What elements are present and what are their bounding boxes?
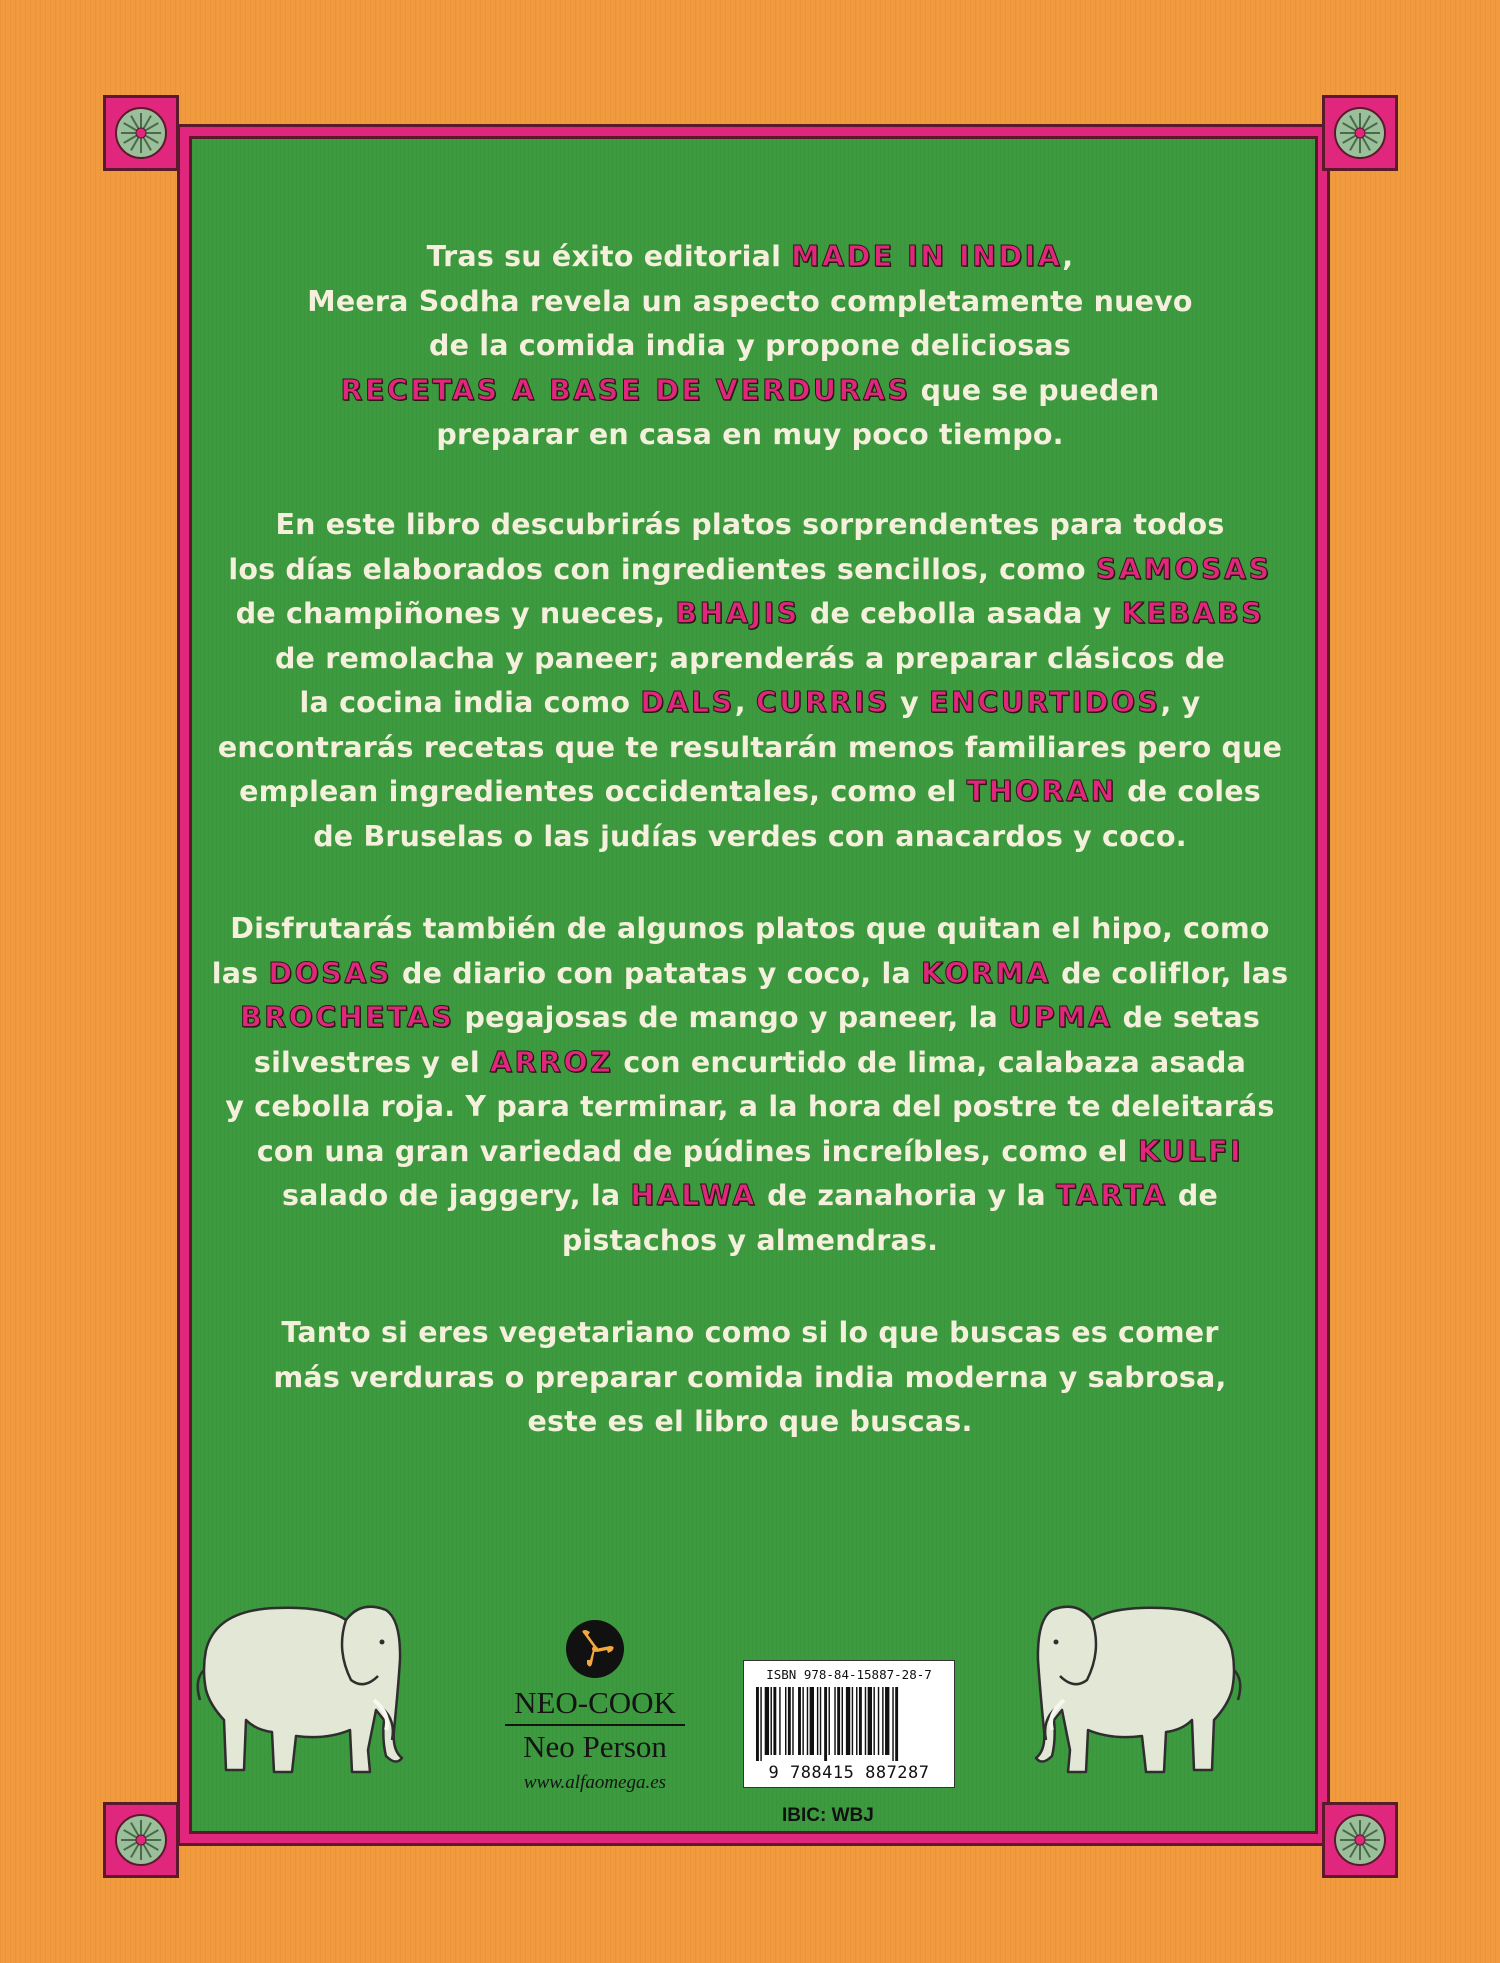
text-segment: con encurtido de lima, calabaza asada <box>613 1045 1247 1079</box>
highlighted-keyword: SAMOSAS <box>1095 552 1272 586</box>
text-line <box>185 952 1315 997</box>
rosette-icon <box>1334 1814 1386 1866</box>
text-segment: pistachos y almendras. <box>561 1223 939 1257</box>
text-line <box>185 1311 1315 1356</box>
text-line <box>185 637 1315 682</box>
text-line <box>185 413 1315 458</box>
text-line <box>185 1400 1315 1445</box>
text-line <box>185 280 1315 325</box>
highlighted-keyword: KORMA <box>921 956 1051 990</box>
text-line <box>185 235 1315 280</box>
text-line <box>185 726 1315 771</box>
triskelion-logo-icon <box>566 1620 624 1678</box>
corner-ornament <box>103 95 179 171</box>
text-segment: y <box>889 686 929 719</box>
text-segment: Tanto si eres vegetariano como si lo que buscas es comer <box>281 1316 1219 1349</box>
publisher-name: Neo Person <box>523 1729 667 1764</box>
highlighted-keyword: DOSAS <box>268 956 392 990</box>
text-segment: Meera Sodha revela un aspecto completamente nuevo <box>307 284 1193 318</box>
text-segment: que se pueden <box>910 373 1160 407</box>
text-segment: este es el libro que buscas. <box>527 1405 973 1438</box>
barcode-digits: 9 788415 887287 <box>768 1763 930 1783</box>
text-line <box>185 815 1315 860</box>
text-line <box>185 369 1315 414</box>
text-segment: con una gran variedad de púdines increíbles, como el <box>256 1134 1138 1168</box>
paragraph <box>185 1311 1315 1445</box>
highlighted-keyword: CURRIS <box>755 686 890 719</box>
text-line <box>185 1356 1315 1401</box>
text-segment: En este libro descubrirás platos sorprendentes para todos <box>275 508 1225 541</box>
text-segment: de zanahoria y la <box>756 1179 1056 1212</box>
isbn-label: ISBN 978-84-15887-28-7 <box>766 1667 932 1682</box>
text-line <box>185 1219 1315 1264</box>
rosette-icon <box>1334 107 1386 159</box>
text-segment: de cebolla asada y <box>799 597 1122 630</box>
text-segment: de <box>1167 1179 1218 1212</box>
text-segment: de setas <box>1112 1001 1261 1034</box>
logo-divider <box>505 1724 685 1726</box>
highlighted-keyword: DALS <box>640 686 735 719</box>
rosette-icon <box>115 1814 167 1866</box>
text-line <box>185 324 1315 369</box>
imprint-name: NEO-COOK <box>514 1685 676 1720</box>
text-segment: de diario con patatas y coco, la <box>391 956 922 990</box>
text-segment: de coliflor, las <box>1050 956 1289 990</box>
text-line <box>185 770 1315 815</box>
text-segment: encontrarás recetas que te resultarán menos familiares pero que <box>217 730 1283 764</box>
text-segment: Disfrutarás también de algunos platos que quitan el hipo, como <box>230 912 1270 945</box>
text-line <box>185 1174 1315 1219</box>
elephant-icon <box>1022 1580 1252 1780</box>
barcode <box>743 1660 955 1788</box>
text-segment: de champiñones y nueces, <box>235 597 676 630</box>
corner-ornament <box>1322 95 1398 171</box>
elephant-icon <box>186 1580 416 1780</box>
text-segment: las <box>211 956 269 990</box>
highlighted-keyword: TARTA <box>1055 1179 1168 1212</box>
text-segment: más verduras o preparar comida india moderna y sabrosa, <box>273 1360 1227 1394</box>
text-line <box>185 548 1315 593</box>
text-segment: pegajosas de mango y paneer, la <box>454 1001 1009 1034</box>
text-segment: de coles <box>1117 775 1261 808</box>
highlighted-keyword: ARROZ <box>489 1045 614 1079</box>
highlighted-keyword: UPMA <box>1008 1001 1113 1034</box>
text-segment: salado de jaggery, la <box>282 1179 631 1212</box>
text-segment: la cocina india como <box>299 686 641 719</box>
text-segment: Tras su éxito editorial <box>426 240 792 273</box>
highlighted-keyword: HALWA <box>630 1179 757 1212</box>
text-segment: , <box>734 686 756 719</box>
rosette-icon <box>115 107 167 159</box>
text-line <box>185 1130 1315 1175</box>
text-line <box>185 681 1315 726</box>
highlighted-keyword: MADE IN INDIA <box>791 240 1063 273</box>
text-segment: de la comida india y propone deliciosas <box>429 329 1071 362</box>
highlighted-keyword: BHAJIS <box>675 597 800 630</box>
highlighted-keyword: KEBABS <box>1121 597 1265 630</box>
highlighted-keyword: ENCURTIDOS <box>929 686 1161 719</box>
text-segment: de Bruselas o las judías verdes con anacardos y coco. <box>313 819 1187 853</box>
publisher-website[interactable]: www.alfaomega.es <box>523 1772 667 1793</box>
text-line <box>185 996 1315 1041</box>
paragraph <box>185 235 1315 458</box>
text-segment: emplean ingredientes occidentales, como el <box>239 775 967 808</box>
paragraph <box>185 503 1315 859</box>
text-segment: preparar en casa en muy poco tiempo. <box>436 418 1064 451</box>
publisher-logo <box>500 1620 690 1794</box>
paragraph <box>185 907 1315 1263</box>
ibic-code: IBIC: WBJ <box>782 1805 874 1826</box>
corner-ornament <box>103 1802 179 1878</box>
highlighted-keyword: BROCHETAS <box>239 1001 455 1034</box>
text-line <box>185 1085 1315 1130</box>
text-segment: , <box>1062 240 1074 273</box>
text-segment: silvestres y el <box>253 1045 490 1079</box>
highlighted-keyword: KULFI <box>1137 1134 1244 1168</box>
text-segment: de remolacha y paneer; aprenderás a preparar clásicos de <box>274 641 1226 675</box>
text-segment: , y <box>1160 686 1201 719</box>
text-line <box>185 592 1315 637</box>
corner-ornament <box>1322 1802 1398 1878</box>
text-line <box>185 1041 1315 1086</box>
barcode-icon <box>756 1687 944 1761</box>
text-line <box>185 503 1315 548</box>
text-line <box>185 907 1315 952</box>
text-segment: y cebolla roja. Y para terminar, a la hora del postre te deleitarás <box>225 1090 1275 1123</box>
highlighted-keyword: THORAN <box>966 775 1117 808</box>
highlighted-keyword: RECETAS A BASE DE VERDURAS <box>340 373 911 407</box>
text-segment: los días elaborados con ingredientes sencillos, como <box>228 552 1096 586</box>
